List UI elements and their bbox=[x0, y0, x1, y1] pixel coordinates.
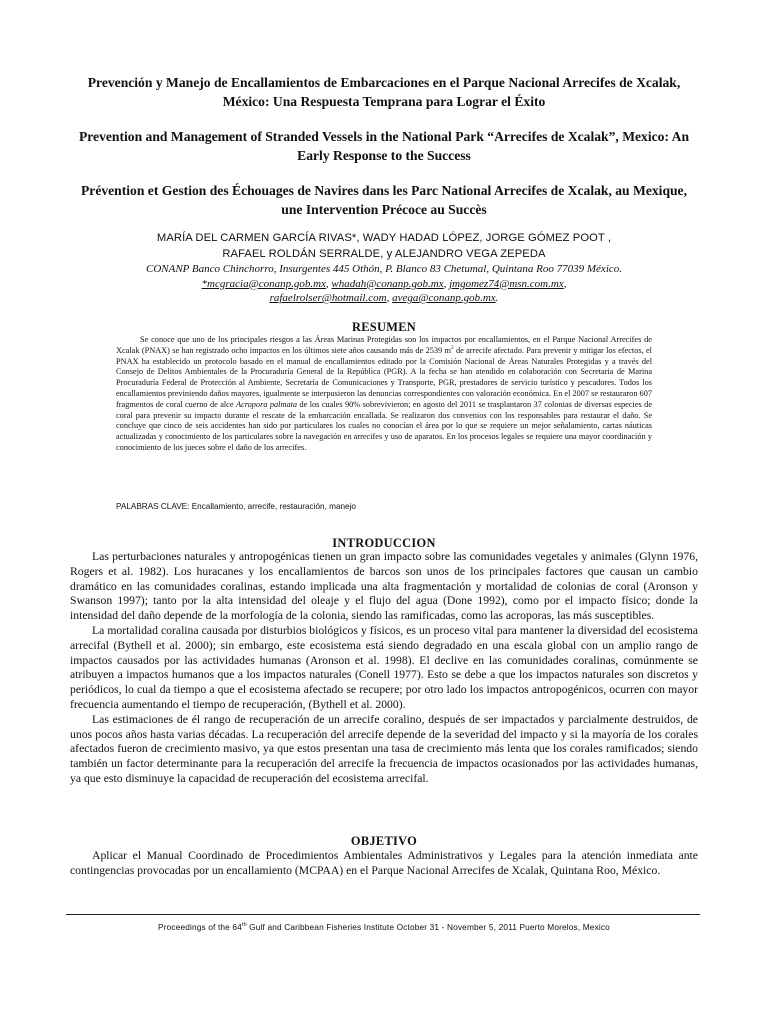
abstract-part-3: de los cuales 90% sobrevivieron; en agosto del 2011 se trasplantaron 37 colonias de diversas especies de coral para prevenir su impacto durante el rescate de la embarcación encallada. Se realizaron dos convenios con los responsables para restaurar el daño. Se concluye que cinco de seis accidentes han sido por particulares los cuales no conocían el área por lo que se requiere un mejor señalamiento, cartas náuticas actualizadas y conocimiento de los particulares sobre la navegación en arrecifes y uso de aparatos. En los procesos legales se requiere una mayor coordinación y conocimiento de los jueces sobre el daño de los arrecifes. bbox=[116, 399, 653, 452]
footer-citation bbox=[70, 922, 698, 932]
footer-divider bbox=[66, 914, 700, 915]
intro-heading: INTRODUCCION bbox=[332, 536, 436, 550]
species-name: Acropora palmata bbox=[235, 399, 298, 409]
intro-paragraph-1: Las perturbaciones naturales y antropogénicas tienen un gran impacto sobre las comunidades vegetales y animales (Glynn 1976, Rogers et al. 1982). Los huracanes y los encallamientos de barcos son unos de los principales factores que causan un cambio dramático en las comunidades coralinas, estando implicada una alta fragmentación y mortalidad de colonias de coral (Aronson y Swanson 1997); tanto por la alta intensidad del oleaje y el flujo del agua (Done 1992), como por el impacto físico; donde la intensidad del daño depende de la morfología de la colonia, siendo las ramificadas, como las acroporas, las más susceptibles. bbox=[70, 550, 698, 623]
title-spanish: Prevención y Manejo de Encallamientos de Embarcaciones en el Parque Nacional Arrecifes de Xcalak, México: Una Respuesta Temprana para Lograr el Éxito bbox=[87, 75, 681, 109]
objective-paragraph: Aplicar el Manual Coordinado de Procedimientos Ambientales Administrativos y Legales para la atención inmediata ante contingencias provocadas por un encallamiento (MCPAA) en el Parque Nacional Arrecifes de Xcalak, Quintana Roo, México. bbox=[70, 849, 698, 877]
email-link[interactable]: whadah@conanp.gob.mx bbox=[331, 277, 444, 290]
objective-section bbox=[70, 849, 698, 879]
title-english: Prevention and Management of Stranded Vessels in the National Park “Arrecifes de Xcalak”, Mexico: An Early Response to the Success bbox=[78, 129, 690, 163]
footer-text-pre: Proceedings of the 64 bbox=[158, 922, 242, 932]
author-list bbox=[70, 231, 698, 262]
author-line-1: MARÍA DEL CARMEN GARCÍA RIVAS*, WADY HADAD LÓPEZ, JORGE GÓMEZ POOT , bbox=[156, 232, 612, 244]
superscript: 2 bbox=[450, 345, 454, 352]
abstract-part-1: Se conoce que uno de los principales riesgos a las Áreas Marinas Protegidas son los impactos por encallamientos, en el Parque Nacional Arrecifes de Xcalak (PNAX) se han registrado ocho impactos en los últimos siete años causando más de 2539 m bbox=[116, 335, 652, 355]
abstract-heading: RESUMEN bbox=[351, 320, 417, 334]
intro-section bbox=[70, 550, 698, 787]
email-link[interactable]: avega@conanp.gob.mx bbox=[392, 292, 496, 304]
abstract-text bbox=[116, 335, 652, 454]
intro-paragraph-2: La mortalidad coralina causada por disturbios biológicos y físicos, es un proceso vital para mantener la diversidad del ecosistema arrecifal (Bythell et al. 2000); sin embargo, este ecosistema está siendo degradado en una escala global con un amplio rango de impactos causados por las actividades humanas (Aronson et al. 1998). El declive en las comunidades coralinas, comúnmente se atribuyen a impactos humanos que a los impactos naturales (Conell 1977). Esto se debe a que los impactos naturales son discretos y periódicos, lo cual da tiempo a que el ecosistema afectado se recupere; por otro lado los impactos antropogénicos, ocurren con mayor frecuencia aumentando el tiempo de recuperación, (Bythell et al. 2000). bbox=[70, 623, 698, 711]
footer-text-post: Gulf and Caribbean Fisheries Institute October 31 - November 5, 2011 Puerto Morelos, Mexico bbox=[246, 922, 610, 932]
author-line-2: RAFAEL ROLDÁN SERRALDE, y ALEJANDRO VEGA ZEPEDA bbox=[222, 247, 546, 260]
abstract-part-2: de arrecife afectado. Para prevenir y mitigar los efectos, el PNAX ha establecido un protocolo basado en el manual de encallamientos editado por la Comisión Nacional de Áreas Naturales Protegidas y a través del Consejo de Delitos Ambientales de la Procuraduría General de la República (PGR). A la fecha se han atendido en colaboración con Secretaria de Marina Procuraduría Federal de Protección al Ambiente, Secretaría de Comunicaciones y Transporte, PGR, prestadores de servicio turístico y pescadores. Todos los encallamientos previniendo daños mayores, igualmente se interpusieron las denuncias correspondientes con valoración económica. En el 2007 se restauraron 607 fragmentos de coral cuerno de alce bbox=[116, 345, 652, 409]
footer-superscript: th bbox=[241, 922, 247, 929]
affiliation-address: CONANP Banco Chinchorro, Insurgentes 445 Othón, P. Blanco 83 Chetumal, Quintana Roo 77039 México. bbox=[145, 263, 623, 275]
affiliation: CONANP Banco Chinchorro, Insurgentes 445 Othón, P. Blanco 83 Chetumal, Quintana Roo 77039 México. *mcgracia@conanp.gob.mx, whadah@conanp.gob.mx, jmgomez74@msn.com.mx, rafaelrolser@hotmail.com, avega@conanp.gob.mx. bbox=[145, 263, 623, 304]
keywords: PALABRAS CLAVE: Encallamiento, arrecife, restauración, manejo bbox=[116, 502, 356, 511]
email-link[interactable]: *mcgracia@conanp.gob.mx bbox=[201, 277, 326, 290]
email-link[interactable]: jmgomez74@msn.com.mx bbox=[449, 277, 564, 290]
objective-heading: OBJETIVO bbox=[350, 834, 418, 848]
title-french: Prévention et Gestion des Échouages de Navires dans les Parc National Arrecifes de Xcalak, au Mexique, une Intervention Précoce au Succès bbox=[80, 183, 687, 217]
intro-paragraph-3: Las estimaciones de él rango de recuperación de un arrecife coralino, después de ser impactados y parcialmente destruidos, de unos pocos años hasta varias décadas. La recuperación del arrecife depende de la severidad del impacto y si la mayoría de los corales afectados fueron de crecimiento masivo, ya que estos presentan una tasa de crecimiento más lenta que los corales ramificados; siendo también un factor determinante para la recuperación del arrecife la frecuencia de impactos ocasionados por las actividades humanas, ya que esto disminuye la capacidad de recuperación del ecosistema arrecifal. bbox=[70, 712, 698, 785]
email-link[interactable]: rafaelrolser@hotmail.com bbox=[269, 292, 387, 304]
